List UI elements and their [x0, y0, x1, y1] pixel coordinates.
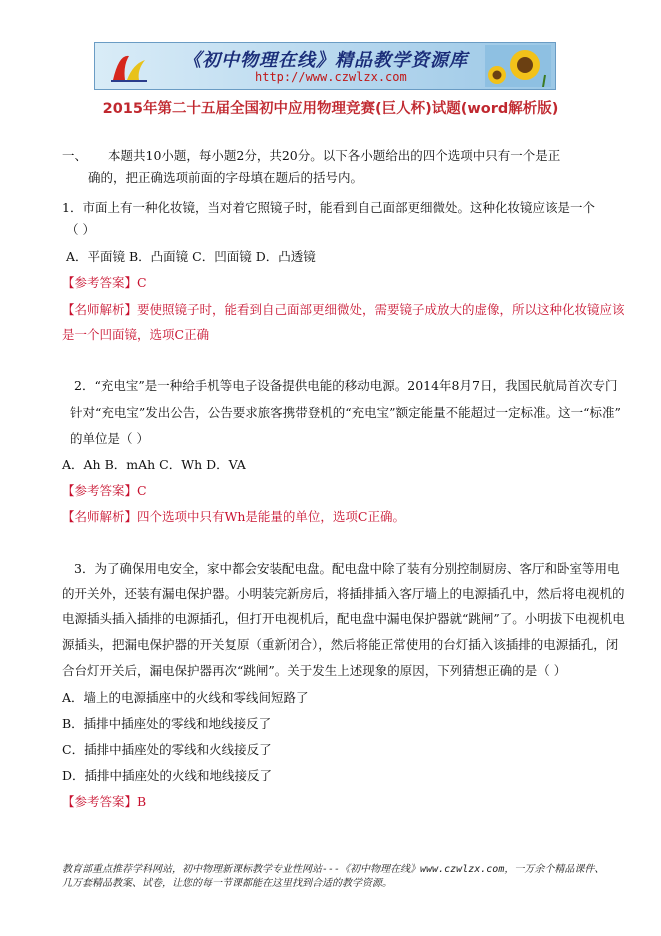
q2-analysis-text: 四个选项中只有Wh是能量的单位，选项C正确。 [137, 509, 405, 524]
q3-stem-line3: 电源插头插入插排的电源插孔，但打开电视机后，配电盘中漏电保护器就“跳闸”了。小明拔下电视机电 [62, 611, 625, 626]
q1-answer-value: C [137, 275, 147, 290]
q3-stem-line4: 源插头，把漏电保护器的开关复原（重新闭合），然后将能正常使用的台灯插入该插排的电源插孔，闭 [62, 637, 619, 652]
q2-options: A．Ah B．mAh C．Wh D．VA [62, 457, 246, 472]
q2-stem-line1: 2．“充电宝”是一种给手机等电子设备提供电能的移动电源。2014年8月7日，我国民航局首次专门 [74, 378, 618, 393]
q2-answer [62, 483, 147, 499]
banner-url[interactable]: http://www.czwlzx.com [255, 70, 407, 84]
q3-option-c: C．插排中插座处的零线和火线接反了 [62, 742, 272, 757]
q3-stem-line2: 的开关外，还装有漏电保护器。小明装完新房后，将插排插入客厅墙上的电源插孔中，然后将电视机的 [62, 586, 625, 601]
q1-stem-line1: 1．市面上有一种化妆镜，当对着它照镜子时，能看到自己面部更细微处。这种化妆镜应该是一个 [62, 200, 595, 215]
header-banner [94, 42, 556, 90]
footer-line1: 教育部重点推荐学科网站，初中物理新课标教学专业性网站---《初中物理在线》www.czwlzx.com，一万余个精品课件、 [62, 864, 605, 875]
q3-answer [62, 794, 146, 810]
q3-answer-label: 【参考答案】 [62, 794, 138, 809]
q2-stem-line3: 的单位是（ ） [70, 431, 149, 446]
page-footer [62, 863, 604, 891]
q2-answer-value: C [137, 483, 147, 498]
q2-analysis [62, 509, 405, 525]
q1-analysis-text1: 要使照镜子时，能看到自己面部更细微处，需要镜子成放大的虚像，所以这种化妆镜应该 [137, 302, 625, 317]
q1-analysis-line2: 是一个凹面镜，选项C正确 [62, 327, 210, 342]
czwlzx-logo-icon [109, 50, 149, 84]
q1-answer-label: 【参考答案】 [62, 275, 138, 290]
q3-stem-line5: 合台灯开关后，漏电保护器再次“跳闸”。关于发生上述现象的原因，下列猜想正确的是（ ） [62, 663, 567, 678]
document-title: 2015年第二十五届全国初中应用物理竞赛(巨人杯)试题(word解析版) [102, 101, 559, 117]
q1-analysis-line1 [62, 302, 625, 318]
q1-analysis-label: 【名师解析】 [62, 302, 138, 317]
footer-line2: 几万套精品教案、试卷，让您的每一节课都能在这里找到合适的教学资源。 [62, 878, 392, 889]
section-instructions-line1: 本题共10小题，每小题2分，共20分。以下各小题给出的四个选项中只有一个是正 [108, 148, 561, 163]
section-instructions-line2: 确的，把正确选项前面的字母填在题后的括号内。 [88, 170, 364, 185]
q3-stem-line1: 3．为了确保用电安全，家中都会安装配电盘。配电盘中除了装有分别控制厨房、客厅和卧室等用电 [74, 561, 620, 576]
q3-option-b: B．插排中插座处的零线和地线接反了 [62, 716, 272, 731]
q2-analysis-label: 【名师解析】 [62, 509, 138, 524]
q3-option-a: A．墙上的电源插座中的火线和零线间短路了 [62, 690, 309, 705]
q3-answer-value: B [137, 794, 147, 809]
q2-answer-label: 【参考答案】 [62, 483, 138, 498]
q2-stem-line2: 针对“充电宝”发出公告，公告要求旅客携带登机的“充电宝”额定能量不能超过一定标准。这一“标准” [70, 405, 621, 420]
sunflower-icon [485, 45, 551, 87]
banner-title: 《初中物理在线》精品教学资源库 [183, 50, 468, 71]
section-number: 一、 [62, 148, 88, 163]
q1-stem-line2: （ ） [66, 222, 95, 237]
q1-options: A．平面镜 B．凸面镜 C．凹面镜 D．凸透镜 [66, 249, 316, 264]
q3-option-d: D．插排中插座处的火线和地线接反了 [62, 768, 273, 783]
q1-answer [62, 275, 147, 291]
